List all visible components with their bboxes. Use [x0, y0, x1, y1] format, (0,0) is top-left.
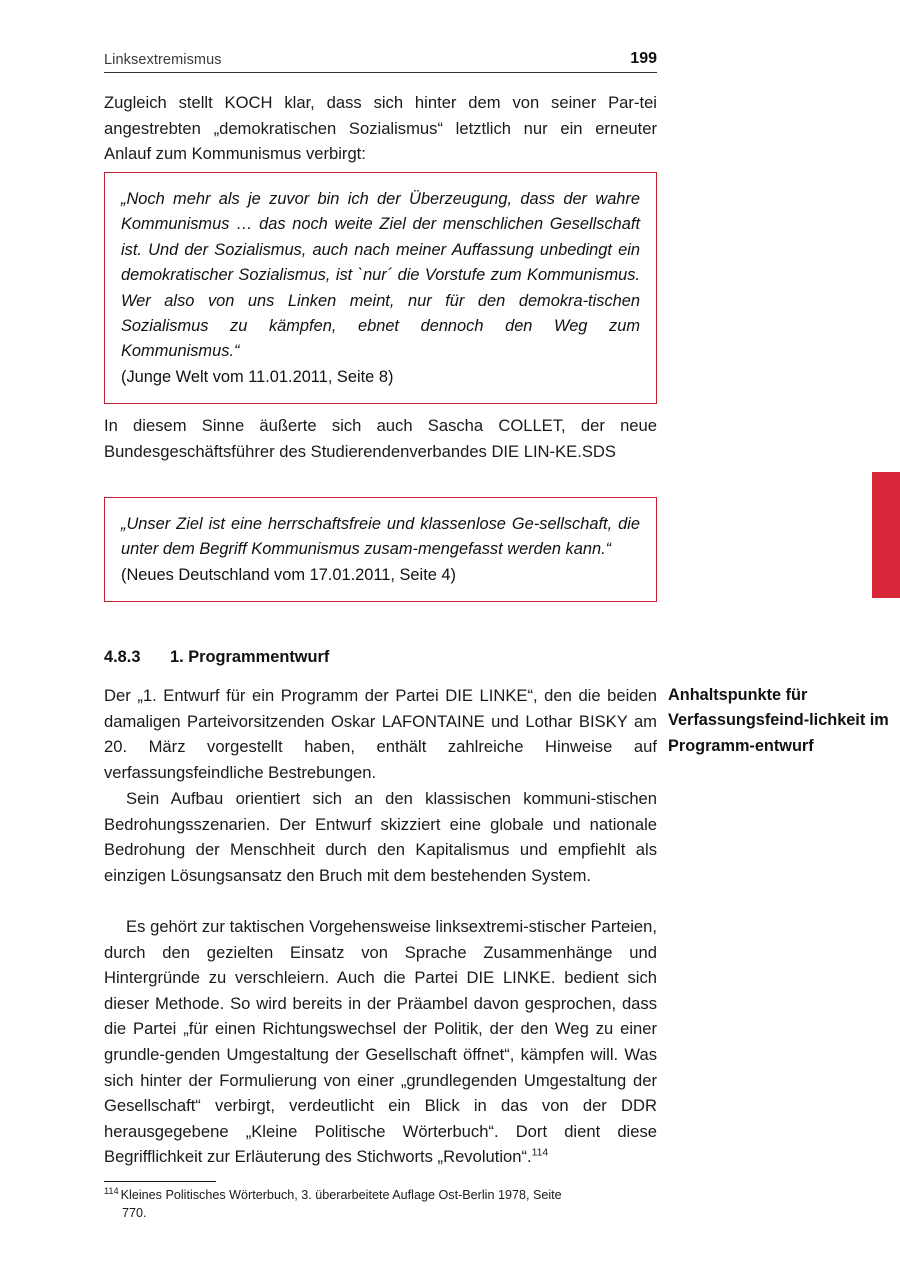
quote-box-2 [104, 497, 657, 602]
running-head [104, 50, 657, 73]
footnote-114 [104, 1186, 674, 1222]
margin-note: Anhaltspunkte für Verfassungsfeind-lichkeit im Programm-entwurf [668, 686, 889, 755]
section-title: 1. Programmentwurf [170, 648, 330, 666]
body-paragraph-1-block [104, 683, 657, 785]
body-paragraph-2: Sein Aufbau orientiert sich an den klassischen kommuni-stischen Bedrohungsszenarien. Der Entwurf skizziert eine globale und nationale Bedrohung der Menschheit durch den Kapitalismus und empfiehlt als einzigen Lösungsansatz den Bruch mit dem bestehenden System. [104, 789, 657, 885]
footnote-text-line2: 770. [122, 1206, 147, 1220]
footnote-separator [104, 1181, 216, 1182]
footnote-mark: 114 [104, 1185, 119, 1196]
bridge-paragraph: In diesem Sinne äußerte sich auch Sascha COLLET, der neue Bundesgeschäftsführer des Studierendenverbandes DIE LIN-KE.SDS [104, 416, 657, 461]
page-number: 199 [630, 50, 657, 67]
body-paragraph-3-text: Es gehört zur taktischen Vorgehensweise linksextremi-stischer Parteien, durch den gezielten Einsatz von Sprache Zusammenhänge und Hintergründe zu verschleiern. Auch die Partei DIE LINKE. bedient sich dieser Methode. So wird bereits in der Präambel davon gesprochen, dass die Partei „für einen Richtungswechsel der Politik, der den Weg zu einer grundle-genden Umgestaltung der Gesellschaft öffnet“, kämpfen will. Was sich hinter der Formulierung von einer „grundlegenden Umgestaltung der Gesellschaft“ verbirgt, verdeutlicht ein Blick in das von der DDR herausgegebene „Kleine Politische Wörterbuch“. Dort dient diese Begrifflichkeit zur Erläuterung des Stichworts „Revolution“. [104, 917, 657, 1167]
bridge-paragraph-block [104, 413, 657, 464]
quote-box-2-text: „Unser Ziel ist eine herrschaftsfreie und klassenlose Ge-sellschaft, die unter dem Begriff Kommunismus zusam-mengefasst werden kann.“ [121, 515, 640, 559]
body-paragraph-1: Der „1. Entwurf für ein Programm der Partei DIE LINKE“, den die beiden damaligen Parteivorsitzenden Oskar LAFONTAINE und Lothar BISKY am 20. März vorgestellt haben, enthält zahlreiche Hinweise auf verfassungsfeindliche Bestrebungen. [104, 686, 657, 782]
section-number: 4.8.3 [104, 648, 141, 666]
footnote-text-line1: Kleines Politisches Wörterbuch, 3. überarbeitete Auflage Ost-Berlin 1978, Seite [120, 1188, 562, 1202]
quote-box-1-text: „Noch mehr als je zuvor bin ich der Überzeugung, dass der wahre Kommunismus … das noch weite Ziel der menschlichen Gesellschaft ist. Und der Sozialismus, auch nach meiner Auffassung unbedingt ein demokratischer Sozialismus, ist `nur´ die Vorstufe zum Kommunismus. Wer also von uns Linken meint, nur für den demokra-tischen Sozialismus zu kämpfen, ebnet dennoch den Weg zum Kommunismus.“ [121, 190, 640, 361]
section-heading [104, 648, 657, 667]
quote-box-1 [104, 172, 657, 404]
quote-box-1-source: (Junge Welt vom 11.01.2011, Seite 8) [121, 367, 394, 386]
edge-tab-marker [872, 472, 900, 598]
intro-paragraph-block [104, 90, 657, 167]
running-head-title: Linksextremismus [104, 52, 222, 68]
intro-paragraph: Zugleich stellt KOCH klar, dass sich hinter dem von seiner Par-tei angestrebten „demokratischen Sozialismus“ letztlich nur ein erneuter Anlauf zum Kommunismus verbirgt: [104, 93, 657, 164]
quote-box-2-source: (Neues Deutschland vom 17.01.2011, Seite 4) [121, 565, 456, 584]
footnote-reference[interactable]: 114 [531, 1147, 549, 1159]
body-paragraph-3-block [104, 914, 657, 1170]
body-paragraph-2-block [104, 786, 657, 888]
body-paragraph-3 [104, 914, 657, 1170]
